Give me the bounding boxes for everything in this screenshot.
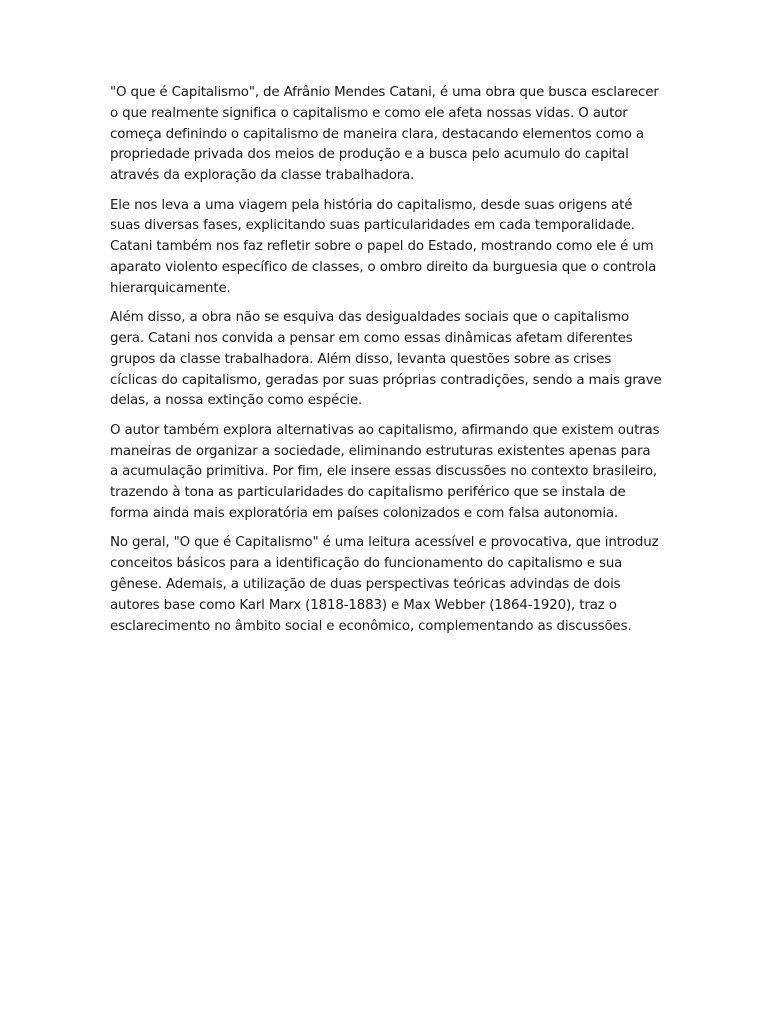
- document-body: [110, 83, 662, 646]
- paragraph-3: Além disso, a obra não se esquiva das desigualdades sociais que o capitalismo gera. Catani nos convida a pensar em como essas dinâmicas afetam diferentes grupos da classe trabalhadora. Além disso, levanta questões sobre as crises cíclicas do capitalismo, geradas por suas próprias contradições, sendo a mais grave delas, a nossa extinção como espécie.: [110, 310, 662, 409]
- paragraph-4: O autor também explora alternativas ao capitalismo, afirmando que existem outras maneiras de organizar a sociedade, eliminando estruturas existentes apenas para a acumulação primitiva. Por fim, ele insere essas discussões no contexto brasileiro, trazendo à tona as particularidades do capitalismo periférico que se instala de forma ainda mais exploratória em países colonizados e com falsa autonomia.: [110, 422, 660, 521]
- paragraph-2: Ele nos leva a uma viagem pela história do capitalismo, desde suas origens até suas diversas fases, explicitando suas particularidades em cada temporalidade. Catani também nos faz refletir sobre o papel do Estado, mostrando como ele é um aparato violento específico de classes, o ombro direito da burguesia que o controla hierarquicamente.: [110, 197, 657, 296]
- paragraph-1: "O que é Capitalismo", de Afrânio Mendes Catani, é uma obra que busca esclarecer o que realmente significa o capitalismo e como ele afeta nossas vidas. O autor começa definindo o capitalismo de maneira clara, destacando elementos como a propriedade privada dos meios de produção e a busca pelo acumulo do capital através da exploração da classe trabalhadora.: [110, 85, 659, 184]
- paragraph-5: No geral, "O que é Capitalismo" é uma leitura acessível e provocativa, que introduz conceitos básicos para a identificação do funcionamento do capitalismo e sua gênese. Ademais, a utilização de duas perspectivas teóricas advindas de dois autores base como Karl Marx (1818-1883) e Max Webber (1864-1920), traz o esclarecimento no âmbito social e econômico, complementando as discussões.: [110, 535, 659, 634]
